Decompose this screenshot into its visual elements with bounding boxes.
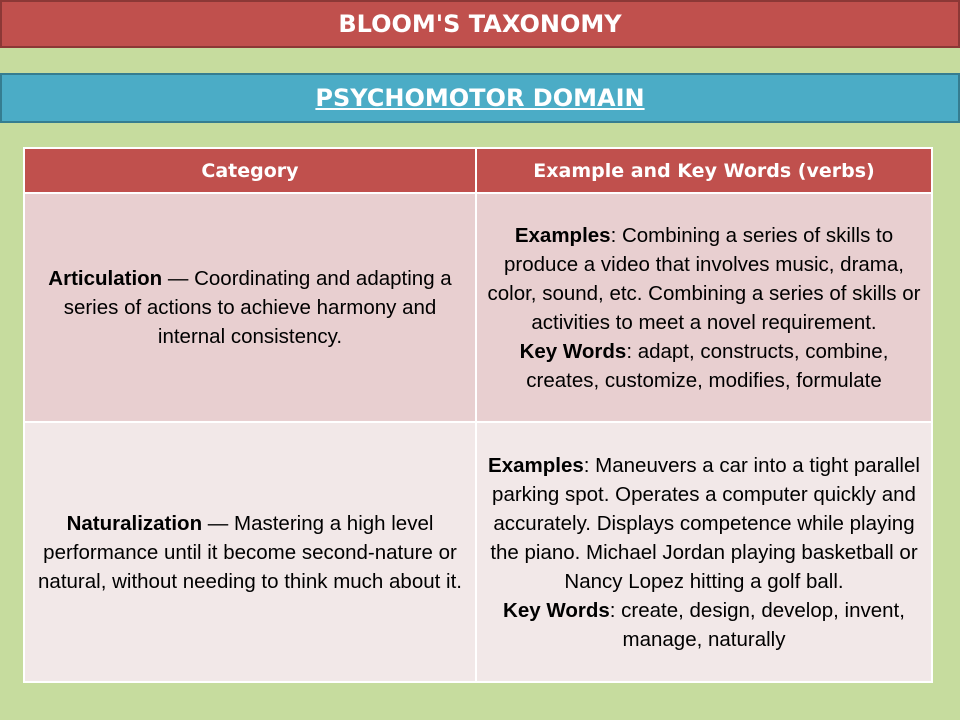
column-header-examples: Example and Key Words (verbs) bbox=[476, 148, 932, 193]
examples-label: Examples bbox=[514, 223, 611, 247]
table-row bbox=[24, 422, 932, 682]
column-header-category: Category bbox=[24, 148, 476, 193]
taxonomy-table bbox=[23, 147, 933, 683]
examples-cell bbox=[476, 422, 932, 682]
category-cell bbox=[24, 193, 476, 422]
keywords-label: Key Words bbox=[519, 339, 627, 363]
category-description: — Coordinating and adapting a series of actions to achieve harmony and internal consistency. bbox=[63, 267, 452, 348]
category-term: Naturalization bbox=[66, 511, 203, 535]
subtitle-banner bbox=[0, 73, 960, 123]
examples-text: : Combining a series of skills to produce a video that involves music, drama, color, sound, etc. Combining a series of skills or activities to meet a novel requirement. bbox=[487, 223, 921, 334]
page-title: BLOOM'S TAXONOMY bbox=[338, 10, 622, 38]
keywords-text: : adapt, constructs, combine, creates, customize, modifies, formulate bbox=[526, 339, 889, 392]
title-banner bbox=[0, 0, 960, 48]
category-description: — Mastering a high level performance until it become second-nature or natural, without needing to think much about it. bbox=[38, 511, 462, 593]
page-subtitle: PSYCHOMOTOR DOMAIN bbox=[315, 84, 645, 112]
examples-label: Examples bbox=[488, 453, 584, 477]
category-cell bbox=[24, 422, 476, 682]
examples-text: : Maneuvers a car into a tight parallel parking spot. Operates a computer quickly and accurately. Displays competence while playing the piano. Michael Jordan playing basketball or Nancy Lopez hitting a golf ball. bbox=[490, 453, 920, 593]
table-row bbox=[24, 193, 932, 422]
keywords-text: : create, design, develop, invent, manage, naturally bbox=[609, 598, 905, 651]
examples-cell bbox=[476, 193, 932, 422]
keywords-label: Key Words bbox=[503, 598, 610, 622]
table-header-row bbox=[24, 148, 932, 193]
category-term: Articulation bbox=[48, 267, 163, 290]
